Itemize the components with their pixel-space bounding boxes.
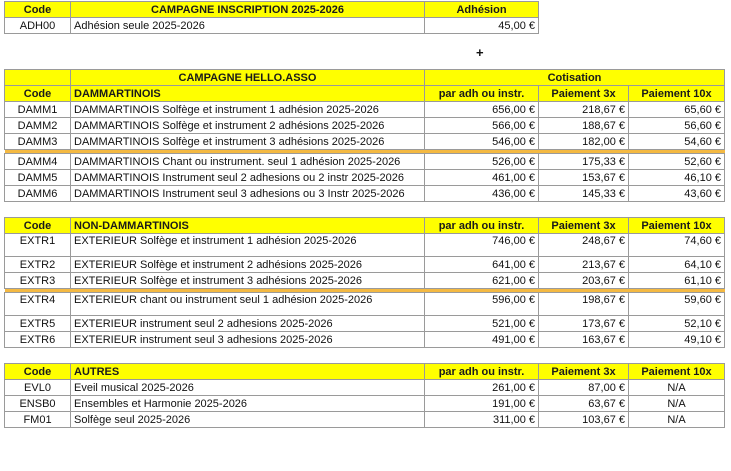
cell-label[interactable]: EXTERIEUR Solfège et instrument 3 adhésions 2025-2026 — [71, 273, 425, 289]
header-paiement-10x[interactable]: Paiement 10x — [629, 218, 725, 234]
table-row — [5, 396, 725, 412]
cell-label[interactable]: Adhésion seule 2025-2026 — [71, 18, 425, 34]
cell-code[interactable]: DAMM4 — [5, 154, 71, 170]
table-row — [5, 380, 725, 396]
cell-label[interactable]: DAMMARTINOIS Solfège et instrument 1 adhésion 2025-2026 — [71, 102, 425, 118]
cell-label[interactable]: EXTERIEUR chant ou instrument seul 1 adhésion 2025-2026 — [71, 293, 425, 316]
cell-paiement-10x[interactable]: 54,60 € — [629, 134, 725, 150]
ext-column-header-row — [5, 218, 725, 234]
cell-paiement-10x[interactable]: 43,60 € — [629, 186, 725, 202]
table-row — [5, 102, 725, 118]
cell-code[interactable]: EXTR1 — [5, 234, 71, 257]
cell-paiement-3x[interactable]: 188,67 € — [539, 118, 629, 134]
table-row — [5, 412, 725, 428]
cell-paiement-3x[interactable]: 248,67 € — [539, 234, 629, 257]
cell-label[interactable]: DAMMARTINOIS Chant ou instrument. seul 1 adhésion 2025-2026 — [71, 154, 425, 170]
cell-code[interactable]: EVL0 — [5, 380, 71, 396]
cell-per-adh[interactable]: 656,00 € — [425, 102, 539, 118]
cell-label[interactable]: Ensembles et Harmonie 2025-2026 — [71, 396, 425, 412]
cell-per-adh[interactable]: 521,00 € — [425, 316, 539, 332]
cell-paiement-10x[interactable]: 52,10 € — [629, 316, 725, 332]
campaign-header-row — [5, 70, 725, 86]
cell-label[interactable]: DAMMARTINOIS Instrument seul 3 adhesions ou 3 Instr 2025-2026 — [71, 186, 425, 202]
cell-paiement-3x[interactable]: 153,67 € — [539, 170, 629, 186]
cell-code[interactable]: DAMM3 — [5, 134, 71, 150]
header-code[interactable]: Code — [5, 218, 71, 234]
cell-per-adh[interactable]: 311,00 € — [425, 412, 539, 428]
cell-paiement-3x[interactable]: 198,67 € — [539, 293, 629, 316]
spacer-row — [5, 348, 725, 364]
inscription-table — [4, 1, 539, 34]
header-code[interactable]: Code — [5, 364, 71, 380]
cell-paiement-3x[interactable]: 173,67 € — [539, 316, 629, 332]
cell-code[interactable]: DAMM5 — [5, 170, 71, 186]
tariffs-table — [4, 69, 725, 428]
cell-code[interactable]: ADH00 — [5, 18, 71, 34]
cell-per-adh[interactable]: 546,00 € — [425, 134, 539, 150]
header-paiement-3x[interactable]: Paiement 3x — [539, 364, 629, 380]
table-row — [5, 154, 725, 170]
autres-column-header-row — [5, 364, 725, 380]
table-row — [5, 134, 725, 150]
cell-label[interactable]: DAMMARTINOIS Solfège et instrument 3 adhésions 2025-2026 — [71, 134, 425, 150]
cell-paiement-3x[interactable]: 218,67 € — [539, 102, 629, 118]
table-row — [5, 293, 725, 316]
cell-label[interactable]: EXTERIEUR Solfège et instrument 2 adhésions 2025-2026 — [71, 257, 425, 273]
cell-paiement-10x[interactable]: 61,10 € — [629, 273, 725, 289]
cell-paiement-3x[interactable]: 203,67 € — [539, 273, 629, 289]
cell-paiement-3x[interactable]: 163,67 € — [539, 332, 629, 348]
cell-paiement-10x[interactable]: 46,10 € — [629, 170, 725, 186]
header-per-adh[interactable]: par adh ou instr. — [425, 86, 539, 102]
cell-code[interactable]: EXTR6 — [5, 332, 71, 348]
header-campaign-inscription[interactable]: CAMPAGNE INSCRIPTION 2025-2026 — [71, 2, 425, 18]
header-code[interactable]: Code — [5, 2, 71, 18]
cell-paiement-10x[interactable]: 74,60 € — [629, 234, 725, 257]
cell-code[interactable]: EXTR4 — [5, 293, 71, 316]
table-row — [5, 234, 725, 257]
header-cotisation[interactable]: Cotisation — [425, 70, 725, 86]
cell-per-adh[interactable]: 621,00 € — [425, 273, 539, 289]
cell-per-adh[interactable]: 191,00 € — [425, 396, 539, 412]
cell-label[interactable]: EXTERIEUR instrument seul 3 adhesions 2025-2026 — [71, 332, 425, 348]
cell-adhesion-value[interactable]: 45,00 € — [425, 18, 539, 34]
table-row — [5, 170, 725, 186]
cell-paiement-3x[interactable]: 213,67 € — [539, 257, 629, 273]
cell-paiement-10x[interactable]: 56,60 € — [629, 118, 725, 134]
cell-per-adh[interactable]: 461,00 € — [425, 170, 539, 186]
plus-sign: + — [476, 45, 484, 60]
cell-paiement-10x[interactable]: 52,60 € — [629, 154, 725, 170]
cell-paiement-3x[interactable]: 182,00 € — [539, 134, 629, 150]
header-adhesion[interactable]: Adhésion — [425, 2, 539, 18]
cell-code[interactable]: EXTR5 — [5, 316, 71, 332]
header-paiement-3x[interactable]: Paiement 3x — [539, 218, 629, 234]
cell-paiement-3x[interactable]: 175,33 € — [539, 154, 629, 170]
cell-paiement-3x[interactable]: 87,00 € — [539, 380, 629, 396]
cell-paiement-10x[interactable]: N/A — [629, 396, 725, 412]
cell-code[interactable]: DAMM1 — [5, 102, 71, 118]
cell-per-adh[interactable]: 526,00 € — [425, 154, 539, 170]
cell-paiement-10x[interactable]: 59,60 € — [629, 293, 725, 316]
cell-label[interactable]: DAMMARTINOIS Solfège et instrument 2 adhésions 2025-2026 — [71, 118, 425, 134]
header-per-adh[interactable]: par adh ou instr. — [425, 364, 539, 380]
cell-paiement-10x[interactable]: N/A — [629, 380, 725, 396]
header-group-non-dammartinois[interactable]: NON-DAMMARTINOIS — [71, 218, 425, 234]
cell-per-adh[interactable]: 596,00 € — [425, 293, 539, 316]
cell-per-adh[interactable]: 491,00 € — [425, 332, 539, 348]
cell-label[interactable]: EXTERIEUR Solfège et instrument 1 adhésion 2025-2026 — [71, 234, 425, 257]
table-row — [5, 332, 725, 348]
cell-label[interactable]: Eveil musical 2025-2026 — [71, 380, 425, 396]
cell-code[interactable]: DAMM6 — [5, 186, 71, 202]
header-blank — [5, 70, 71, 86]
cell-per-adh[interactable]: 641,00 € — [425, 257, 539, 273]
cell-paiement-3x[interactable]: 63,67 € — [539, 396, 629, 412]
table-row — [5, 257, 725, 273]
spacer-row — [5, 202, 725, 218]
header-paiement-10x[interactable]: Paiement 10x — [629, 364, 725, 380]
header-per-adh[interactable]: par adh ou instr. — [425, 218, 539, 234]
header-paiement-10x[interactable]: Paiement 10x — [629, 86, 725, 102]
cell-code[interactable]: ENSB0 — [5, 396, 71, 412]
header-group-dammartinois[interactable]: DAMMARTINOIS — [71, 86, 425, 102]
cell-code[interactable]: FM01 — [5, 412, 71, 428]
cell-paiement-3x[interactable]: 103,67 € — [539, 412, 629, 428]
header-code[interactable]: Code — [5, 86, 71, 102]
table-row — [5, 18, 539, 34]
cell-label[interactable]: DAMMARTINOIS Instrument seul 2 adhesions ou 2 instr 2025-2026 — [71, 170, 425, 186]
cell-paiement-3x[interactable]: 145,33 € — [539, 186, 629, 202]
table-row — [5, 118, 725, 134]
cell-per-adh[interactable]: 436,00 € — [425, 186, 539, 202]
header-campaign-hello[interactable]: CAMPAGNE HELLO.ASSO — [71, 70, 425, 86]
cell-code[interactable]: DAMM2 — [5, 118, 71, 134]
table-row — [5, 186, 725, 202]
inscription-header-row — [5, 2, 539, 18]
cell-label[interactable]: EXTERIEUR instrument seul 2 adhesions 2025-2026 — [71, 316, 425, 332]
cell-paiement-10x[interactable]: N/A — [629, 412, 725, 428]
cell-per-adh[interactable]: 746,00 € — [425, 234, 539, 257]
damm-column-header-row — [5, 86, 725, 102]
table-row — [5, 316, 725, 332]
cell-code[interactable]: EXTR3 — [5, 273, 71, 289]
header-paiement-3x[interactable]: Paiement 3x — [539, 86, 629, 102]
cell-paiement-10x[interactable]: 49,10 € — [629, 332, 725, 348]
cell-label[interactable]: Solfège seul 2025-2026 — [71, 412, 425, 428]
cell-per-adh[interactable]: 566,00 € — [425, 118, 539, 134]
cell-paiement-10x[interactable]: 64,10 € — [629, 257, 725, 273]
cell-paiement-10x[interactable]: 65,60 € — [629, 102, 725, 118]
cell-per-adh[interactable]: 261,00 € — [425, 380, 539, 396]
cell-code[interactable]: EXTR2 — [5, 257, 71, 273]
header-group-autres[interactable]: AUTRES — [71, 364, 425, 380]
table-row — [5, 273, 725, 289]
